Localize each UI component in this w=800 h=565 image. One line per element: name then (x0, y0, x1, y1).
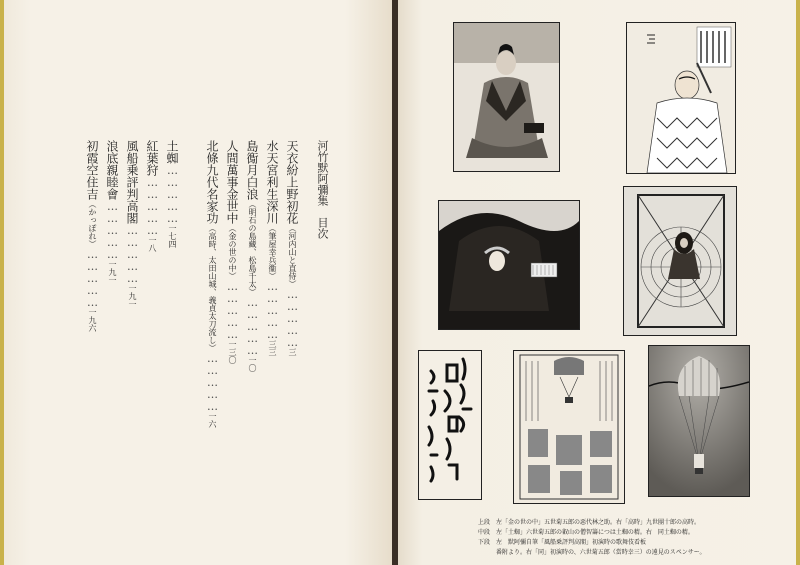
toc-page-number: 一九六 (88, 308, 97, 332)
toc-page-number: 一七四 (168, 224, 177, 248)
toc-entry-subtitle: （かっぽれ） (88, 200, 97, 248)
toc-entry-subtitle: （筆屋幸兵衞） (268, 224, 277, 280)
right-page (398, 0, 800, 565)
toc-entry-title: 初霞空住吉 (85, 140, 99, 200)
toc-entry-subtitle: （金の世の中） (228, 224, 237, 280)
toc-page-number: 三 (288, 348, 297, 356)
toc-spacer (184, 140, 200, 450)
toc-leader-dots: …………… (226, 280, 239, 340)
toc-leader-dots: …………… (286, 288, 299, 348)
toc-entry (264, 140, 280, 450)
page-edge-left (0, 0, 4, 565)
photo-kikugoro-seated (453, 22, 560, 172)
toc-leader-dots: …………… (86, 248, 99, 308)
photo-caption (478, 518, 778, 558)
photo-tsuchigumo-web (623, 186, 737, 336)
toc-page-number: 一八 (148, 236, 157, 252)
page-edge-right (796, 0, 800, 565)
caption-line: 上段 左「金の世の中」五世菊五郎の惡代林之助。右「高時」九世團十郎の高時。 (478, 519, 701, 526)
toc-leader-dots: …………… (246, 296, 259, 356)
toc-entry-subtitle: （高時、太田山城、義貞太刀流し） (208, 224, 217, 352)
toc-entry (244, 140, 260, 450)
toc-leader-dots: …………… (206, 352, 219, 412)
toc-entry (124, 140, 140, 450)
toc-entry-title: 水天宮利生深川 (265, 140, 279, 224)
toc-leader-dots: …………… (146, 176, 159, 236)
toc-entry (284, 140, 300, 450)
toc-leader-dots: …………… (126, 224, 139, 284)
print-balloon-playbill (513, 350, 625, 504)
calligraphy-banzuke (418, 350, 482, 500)
toc-entry-title: 北條九代名家功 (205, 140, 219, 224)
toc-page-number: 一〇 (248, 356, 257, 372)
toc-entry (104, 140, 120, 450)
caption-line: 番附より。右「同」初演時の、六世菊五郎（當時幸三）の遠見のスペンサー。 (478, 549, 706, 556)
photo-tsuchigumo-priest (438, 200, 580, 330)
toc-entry (204, 140, 220, 450)
toc-entry (84, 140, 100, 450)
toc-entry-title: 天衣紛上野初花 (285, 140, 299, 224)
toc-entry-title: 紅葉狩 (145, 140, 159, 176)
print-takatoki (626, 22, 736, 174)
toc-entry (144, 140, 160, 450)
toc-entry-title: 島鵆月白浪 (245, 140, 259, 200)
toc-page-number: 三三 (268, 340, 277, 356)
photo-balloon-spencer (648, 345, 750, 497)
toc-entry-title: 風船乗評判高閣 (125, 140, 139, 224)
toc-title-text: 河竹默阿彌集 目次 (316, 140, 329, 239)
toc-leader-dots: …………… (106, 200, 119, 260)
toc-leader-dots: …………… (166, 164, 179, 224)
toc-leader-dots: …………… (266, 280, 279, 340)
caption-line: 中段 左「土蜘」六世菊五郎の叡山の僧智籌につは土蜘の精。右 同土蜘の精。 (478, 529, 694, 536)
toc-entry-subtitle: （河内山と直侍） (288, 224, 297, 288)
toc-page-number: 一九一 (128, 284, 137, 308)
toc-page-number: 一六 (208, 412, 217, 428)
toc-entry-title: 土蜘 (165, 140, 179, 164)
toc-entry (224, 140, 240, 450)
toc-page-number: 一三〇 (228, 340, 237, 364)
toc-entry (164, 140, 180, 450)
toc-entry-title: 浪底親睦會 (105, 140, 119, 200)
toc-title (314, 140, 330, 239)
toc-entry-title: 人間萬事金世中 (225, 140, 239, 224)
caption-line: 下段 左 默阿彌自筆「風船乗評判高閣」初演時の歌舞伎看板 (478, 539, 647, 546)
left-page (0, 0, 392, 565)
toc-entry-subtitle: （明石の島藏、松島千太） (248, 200, 257, 296)
toc-page-number: 一九一 (108, 260, 117, 284)
table-of-contents (85, 140, 330, 450)
